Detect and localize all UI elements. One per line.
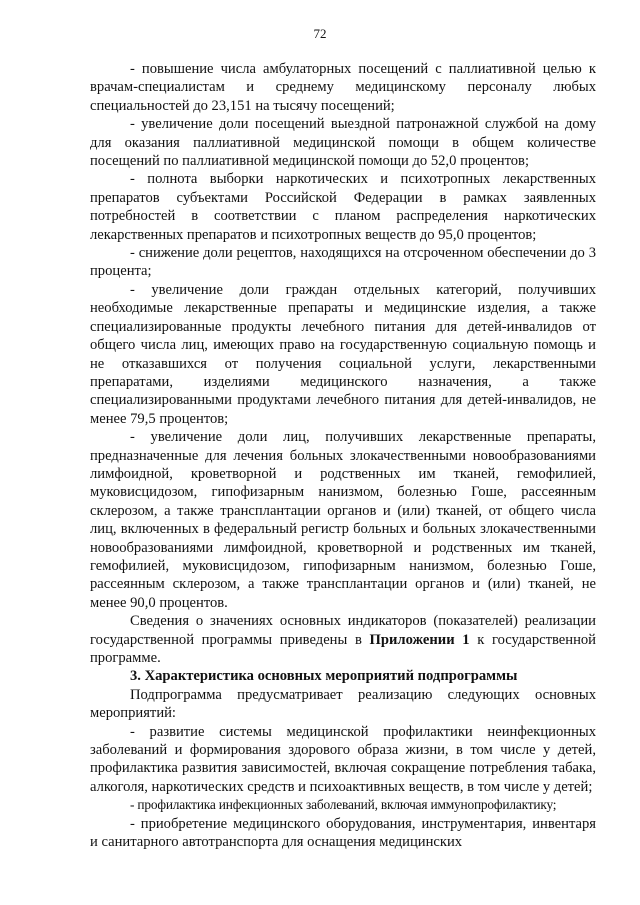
paragraph-subprogram-intro: Подпрограмма предусматривает реализацию следующих основных мероприятий:	[90, 686, 596, 722]
page-body	[90, 60, 596, 851]
paragraph-equipment-purchase: - приобретение медицинского оборудования, инструментария, инвентаря и санитарного автотранспорта для оснащения медицинских	[90, 815, 596, 851]
paragraph-deferred-prescriptions: - снижение доли рецептов, находящихся на отсроченном обеспечении до 3 процента;	[90, 245, 596, 280]
appendix-reference: Приложении 1	[369, 631, 470, 648]
paragraph-narcotic-drugs: - полнота выборки наркотических и психотропных лекарственных препаратов субъектами Российской Федерации в рамках заявленных потребностей в соответствии с планом распределения наркотических лекарственных препаратов и психотропных веществ до 95,0 процентов;	[90, 171, 596, 243]
appendix-text-after: к государственной программе.	[90, 631, 596, 666]
paragraph-citizens-share: - увеличение доли граждан отдельных категорий, получивших необходимые лекарственные препараты и медицинские изделия, а также специализированные продукты лечебного питания для детей-инвалидов от общего числа лиц, имеющих право на государственную социальную помощь и не отказавшихся от получения социальной услуги, лекарственными препаратами, изделиями медицинского назначения, а также специализированными продуктами лечебного питания для детей-инвалидов, не менее 79,5 процентов;	[90, 281, 596, 427]
paragraph-prevention-system: - развитие системы медицинской профилактики неинфекционных заболеваний и формирования здорового образа жизни, в том числе у детей, профилактика развития зависимостей, включая сокращение потребления табака, алкоголя, наркотических средств и психоактивных веществ, в том числе у детей;	[90, 723, 596, 795]
page-number: 72	[313, 26, 327, 41]
paragraph-oncology-share: - увеличение доли лиц, получивших лекарственные препараты, предназначенные для лечения больных злокачественными новообразованиями лимфоидной, кроветворной и родственных им тканей, гемофилией, муковисцидозом, гипофизарным нанизмом, болезнью Гоше, рассеянным склерозом, а также трансплантации органов и (или) тканей, от общего числа лиц, включенных в федеральный регистр больных и больных злокачественными новообразованиями лимфоидной, кроветворной и родственных им тканей, гемофилией, муковисцидозом, гипофизарным нанизмом, болезнью Гоше, рассеянным склерозом, а также трансплантации органов и (или) тканей, не менее 90,0 процентов.	[90, 429, 596, 611]
paragraph-home-visits: - увеличение доли посещений выездной патронажной службой на дому для оказания паллиативной медицинской помощи в общем количестве посещений по паллиативной медицинской помощи до 52,0 процентов;	[90, 116, 596, 170]
section-heading: 3. Характеристика основных мероприятий подпрограммы	[130, 668, 518, 685]
appendix-text-before: Сведения о значениях основных индикаторов (показателей) реализации государственной программы приведены в	[90, 613, 596, 648]
paragraph-outpatient-visits: - повышение числа амбулаторных посещений с паллиативной целью к врачам-специалистам и среднему медицинскому персоналу любых специальностей до 23,151 на тысячу посещений;	[90, 61, 596, 114]
paragraph-appendix-reference	[90, 612, 596, 667]
paragraph-infection-prevention: - профилактика инфекционных заболеваний, включая иммунопрофилактику;	[130, 797, 557, 813]
